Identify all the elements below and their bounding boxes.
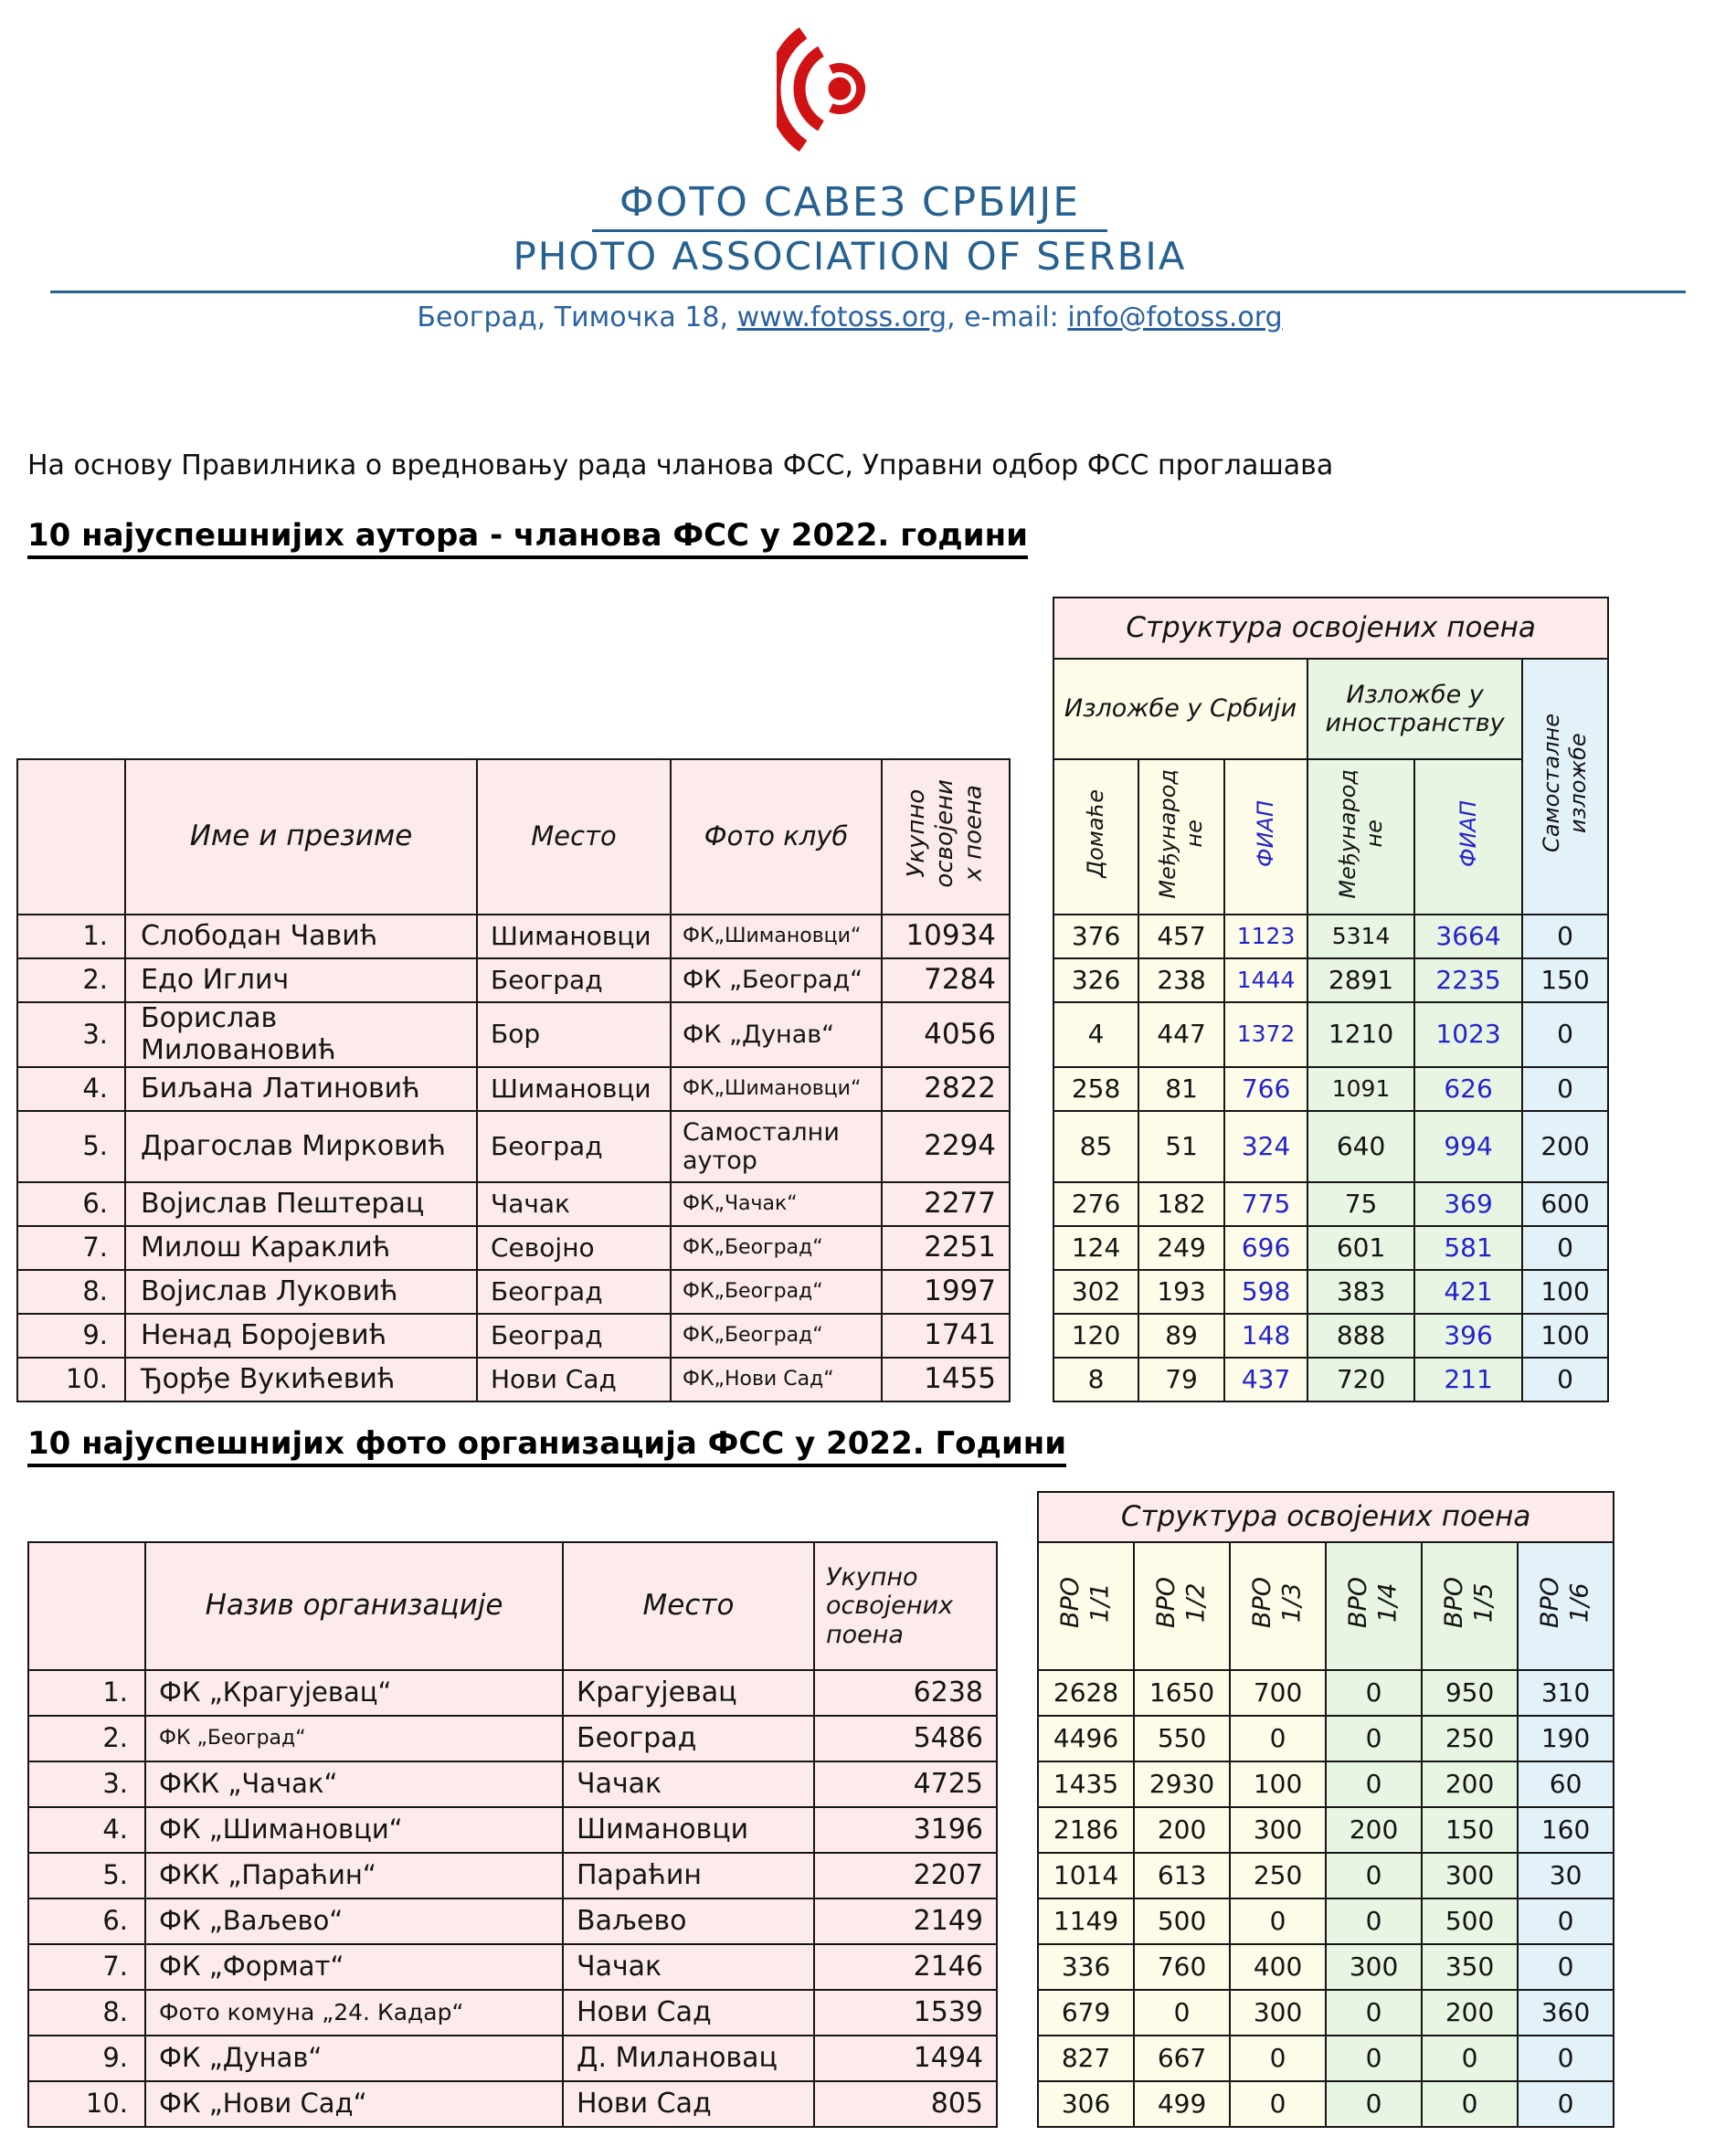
rank-cell: 3. bbox=[17, 1002, 125, 1067]
vro-1-5-cell: 0 bbox=[1422, 2036, 1518, 2081]
vro-1-3-cell: 0 bbox=[1230, 2081, 1326, 2127]
vro-1-6-cell: 0 bbox=[1518, 2036, 1614, 2081]
fiap-abroad-cell: 396 bbox=[1414, 1314, 1522, 1358]
vro-1-2-cell: 1650 bbox=[1134, 1670, 1230, 1716]
spacer-cell bbox=[997, 1716, 1038, 1761]
spacer-cell bbox=[1010, 1314, 1053, 1358]
intro-paragraph: На основу Правилника о вредновању рада чланова ФСС, Управни одбор ФСС проглашава bbox=[27, 449, 1334, 481]
fiap-serbia-cell: 148 bbox=[1224, 1314, 1307, 1358]
spacer-cell bbox=[997, 1670, 1038, 1716]
col-header-organization: Назив организације bbox=[145, 1542, 563, 1670]
vro-1-1-cell: 1149 bbox=[1038, 1898, 1134, 1944]
rank-cell: 10. bbox=[17, 1358, 125, 1401]
rank-cell: 1. bbox=[28, 1670, 145, 1716]
club-cell: ФК „Дунав“ bbox=[671, 1002, 882, 1067]
vro-1-3-cell: 700 bbox=[1230, 1670, 1326, 1716]
domestic-cell: 120 bbox=[1053, 1314, 1138, 1358]
place-cell: Ваљево bbox=[563, 1898, 814, 1944]
vro-1-2-cell: 667 bbox=[1134, 2036, 1230, 2081]
author-row bbox=[17, 1358, 1608, 1401]
total-points-cell: 1741 bbox=[882, 1314, 1010, 1358]
col-header-vro-1-2: ВРО 1/2 bbox=[1134, 1542, 1230, 1670]
solo-exhibitions-cell: 150 bbox=[1522, 958, 1608, 1002]
fiap-abroad-cell: 581 bbox=[1414, 1226, 1522, 1270]
group-header-row bbox=[17, 659, 1608, 759]
spacer-cell bbox=[1010, 1270, 1053, 1314]
club-cell: ФК„Београд“ bbox=[671, 1226, 882, 1270]
vro-1-5-cell: 300 bbox=[1422, 1853, 1518, 1898]
org-title-english: PHOTO ASSOCIATION OF SERBIA bbox=[513, 234, 1187, 279]
vro-1-2-cell: 0 bbox=[1134, 1990, 1230, 2036]
solo-exhibitions-cell: 100 bbox=[1522, 1270, 1608, 1314]
organization-name-cell: ФК „Ваљево“ bbox=[145, 1898, 563, 1944]
total-points-cell: 7284 bbox=[882, 958, 1010, 1002]
total-points-cell: 1455 bbox=[882, 1358, 1010, 1401]
vro-1-4-cell: 0 bbox=[1326, 1990, 1422, 2036]
organization-name-cell: ФК „Шимановци“ bbox=[145, 1807, 563, 1853]
col-header-vro-1-5: ВРО 1/5 bbox=[1422, 1542, 1518, 1670]
fiap-serbia-cell: 598 bbox=[1224, 1270, 1307, 1314]
vro-1-6-cell: 0 bbox=[1518, 2081, 1614, 2127]
total-points-cell: 10934 bbox=[882, 915, 1010, 958]
organization-name-cell: ФК „Дунав“ bbox=[145, 2036, 563, 2081]
total-points-cell: 2146 bbox=[814, 1944, 997, 1990]
place-cell: Шимановци bbox=[477, 915, 671, 958]
organization-name-cell: ФК „Формат“ bbox=[145, 1944, 563, 1990]
place-cell: Севојно bbox=[477, 1226, 671, 1270]
rank-cell: 6. bbox=[17, 1182, 125, 1226]
place-cell: Београд bbox=[477, 958, 671, 1002]
vro-1-1-cell: 2628 bbox=[1038, 1670, 1134, 1716]
vro-1-3-cell: 300 bbox=[1230, 1990, 1326, 2036]
vro-1-6-cell: 160 bbox=[1518, 1807, 1614, 1853]
photo-association-logo-icon bbox=[777, 11, 914, 168]
total-points-cell: 2251 bbox=[882, 1226, 1010, 1270]
fiap-serbia-cell: 1372 bbox=[1224, 1002, 1307, 1067]
col-header-fiap-abroad: ФИАП bbox=[1414, 759, 1522, 915]
spacer-cell bbox=[997, 1761, 1038, 1807]
total-points-cell: 4056 bbox=[882, 1002, 1010, 1067]
organization-row bbox=[28, 1990, 1614, 2036]
fiap-serbia-cell: 775 bbox=[1224, 1182, 1307, 1226]
author-name-cell: Едо Иглич bbox=[125, 958, 477, 1002]
spacer-cell bbox=[1010, 958, 1053, 1002]
spacer-cell bbox=[997, 1898, 1038, 1944]
author-name-cell: Борислав Миловановић bbox=[125, 1002, 477, 1067]
place-cell: Београд bbox=[477, 1111, 671, 1182]
vro-1-1-cell: 2186 bbox=[1038, 1807, 1134, 1853]
total-points-cell: 4725 bbox=[814, 1761, 997, 1807]
col-header-vro-1-1: ВРО 1/1 bbox=[1038, 1542, 1134, 1670]
vro-1-6-cell: 360 bbox=[1518, 1990, 1614, 2036]
organization-name-cell: ФК „Нови Сад“ bbox=[145, 2081, 563, 2127]
spacer-cell bbox=[1010, 1182, 1053, 1226]
organization-row bbox=[28, 1716, 1614, 1761]
domestic-cell: 4 bbox=[1053, 1002, 1138, 1067]
place-cell: Чачак bbox=[477, 1182, 671, 1226]
place-cell: Нови Сад bbox=[563, 2081, 814, 2127]
international-abroad-cell: 888 bbox=[1307, 1314, 1414, 1358]
author-row bbox=[17, 1067, 1608, 1111]
vro-1-1-cell: 1435 bbox=[1038, 1761, 1134, 1807]
col-header-vro-1-4: ВРО 1/4 bbox=[1326, 1542, 1422, 1670]
address-line bbox=[0, 301, 1699, 333]
spacer-cell bbox=[1010, 1002, 1053, 1067]
place-cell: Параћин bbox=[563, 1853, 814, 1898]
vro-1-5-cell: 250 bbox=[1422, 1716, 1518, 1761]
vro-1-3-cell: 400 bbox=[1230, 1944, 1326, 1990]
fiap-serbia-cell: 696 bbox=[1224, 1226, 1307, 1270]
rank-cell: 7. bbox=[28, 1944, 145, 1990]
fiap-abroad-cell: 369 bbox=[1414, 1182, 1522, 1226]
organization-row bbox=[28, 1898, 1614, 1944]
international-serbia-cell: 238 bbox=[1138, 958, 1224, 1002]
spacer-cell bbox=[997, 1542, 1038, 1670]
author-name-cell: Војислав Пештерац bbox=[125, 1182, 477, 1226]
club-cell: Самостални аутор bbox=[671, 1111, 882, 1182]
rank-header-cell bbox=[28, 1542, 145, 1670]
vro-1-1-cell: 306 bbox=[1038, 2081, 1134, 2127]
club-cell: ФК „Београд“ bbox=[671, 958, 882, 1002]
spacer-cell bbox=[28, 1492, 1038, 1542]
place-cell: Београд bbox=[477, 1270, 671, 1314]
vro-1-3-cell: 0 bbox=[1230, 2036, 1326, 2081]
international-serbia-cell: 249 bbox=[1138, 1226, 1224, 1270]
organization-name-cell: ФКК „Чачак“ bbox=[145, 1761, 563, 1807]
vro-1-5-cell: 200 bbox=[1422, 1761, 1518, 1807]
organization-name-cell: Фото комуна „24. Кадар“ bbox=[145, 1990, 563, 2036]
international-serbia-cell: 193 bbox=[1138, 1270, 1224, 1314]
fiap-abroad-cell: 3664 bbox=[1414, 915, 1522, 958]
col-header-international-serbia: Међународ не bbox=[1138, 759, 1224, 915]
vro-1-4-cell: 0 bbox=[1326, 1898, 1422, 1944]
total-points-cell: 805 bbox=[814, 2081, 997, 2127]
organizations-table bbox=[27, 1491, 1614, 2128]
vro-1-4-cell: 200 bbox=[1326, 1807, 1422, 1853]
author-row bbox=[17, 1226, 1608, 1270]
vro-1-2-cell: 500 bbox=[1134, 1898, 1230, 1944]
author-name-cell: Слободан Чавић bbox=[125, 915, 477, 958]
rank-cell: 9. bbox=[28, 2036, 145, 2081]
vro-1-3-cell: 300 bbox=[1230, 1807, 1326, 1853]
total-points-cell: 1997 bbox=[882, 1270, 1010, 1314]
vro-1-5-cell: 500 bbox=[1422, 1898, 1518, 1944]
total-points-cell: 1494 bbox=[814, 2036, 997, 2081]
organization-row bbox=[28, 2036, 1614, 2081]
vro-1-4-cell: 0 bbox=[1326, 1853, 1422, 1898]
club-cell: ФК„Чачак“ bbox=[671, 1182, 882, 1226]
vro-1-5-cell: 200 bbox=[1422, 1990, 1518, 2036]
author-row bbox=[17, 1314, 1608, 1358]
col-header-international-abroad: Међународ не bbox=[1307, 759, 1414, 915]
vro-1-3-cell: 100 bbox=[1230, 1761, 1326, 1807]
organization-name-cell: ФК „Крагујевац“ bbox=[145, 1670, 563, 1716]
place-cell: Београд bbox=[563, 1716, 814, 1761]
address-text: Београд, Тимочка 18, bbox=[417, 301, 737, 333]
rank-cell: 6. bbox=[28, 1898, 145, 1944]
total-points-cell: 3196 bbox=[814, 1807, 997, 1853]
domestic-cell: 376 bbox=[1053, 915, 1138, 958]
solo-exhibitions-cell: 200 bbox=[1522, 1111, 1608, 1182]
international-serbia-cell: 81 bbox=[1138, 1067, 1224, 1111]
rank-cell: 8. bbox=[17, 1270, 125, 1314]
clubs-section-title: 10 најуспешнијих фото организација ФСС у 2022. Години bbox=[27, 1425, 1066, 1462]
col-header-place: Место bbox=[563, 1542, 814, 1670]
spacer-cell bbox=[17, 598, 1053, 659]
total-points-cell: 2294 bbox=[882, 1111, 1010, 1182]
organization-row bbox=[28, 1670, 1614, 1716]
rank-cell: 4. bbox=[17, 1067, 125, 1111]
vro-1-6-cell: 0 bbox=[1518, 1944, 1614, 1990]
rank-cell: 9. bbox=[17, 1314, 125, 1358]
spacer-cell bbox=[1010, 1067, 1053, 1111]
structure-title: Структура освојених поена bbox=[1053, 598, 1608, 659]
domestic-cell: 326 bbox=[1053, 958, 1138, 1002]
spacer-cell bbox=[997, 2036, 1038, 2081]
spacer-cell bbox=[997, 1853, 1038, 1898]
vro-1-1-cell: 4496 bbox=[1038, 1716, 1134, 1761]
place-cell: Д. Милановац bbox=[563, 2036, 814, 2081]
solo-exhibitions-cell: 0 bbox=[1522, 1358, 1608, 1401]
author-name-cell: Војислав Луковић bbox=[125, 1270, 477, 1314]
organization-row bbox=[28, 1807, 1614, 1853]
spacer-cell bbox=[1010, 915, 1053, 958]
col-header-name: Име и презиме bbox=[125, 759, 477, 915]
rank-header-cell bbox=[17, 759, 125, 915]
author-name-cell: Милош Караклић bbox=[125, 1226, 477, 1270]
col-header-club: Фото клуб bbox=[671, 759, 882, 915]
solo-exhibitions-cell: 0 bbox=[1522, 1067, 1608, 1111]
club-cell: ФК„Београд“ bbox=[671, 1270, 882, 1314]
international-serbia-cell: 447 bbox=[1138, 1002, 1224, 1067]
domestic-cell: 124 bbox=[1053, 1226, 1138, 1270]
author-name-cell: Драгослав Мирковић bbox=[125, 1111, 477, 1182]
header-divider bbox=[50, 291, 1686, 293]
structure-title-row bbox=[28, 1492, 1614, 1542]
fiap-abroad-cell: 421 bbox=[1414, 1270, 1522, 1314]
vro-1-6-cell: 190 bbox=[1518, 1716, 1614, 1761]
rank-cell: 2. bbox=[17, 958, 125, 1002]
author-name-cell: Ђорђе Вукићевић bbox=[125, 1358, 477, 1401]
vro-1-4-cell: 0 bbox=[1326, 2081, 1422, 2127]
email-link[interactable]: info@fotoss.org bbox=[1067, 301, 1283, 333]
vro-1-2-cell: 613 bbox=[1134, 1853, 1230, 1898]
solo-exhibitions-cell: 100 bbox=[1522, 1314, 1608, 1358]
spacer-cell bbox=[1010, 1111, 1053, 1182]
author-row bbox=[17, 1002, 1608, 1067]
vro-1-1-cell: 336 bbox=[1038, 1944, 1134, 1990]
organization-name-cell: ФК „Београд“ bbox=[145, 1716, 563, 1761]
international-abroad-cell: 720 bbox=[1307, 1358, 1414, 1401]
column-header-row bbox=[28, 1542, 1614, 1670]
author-name-cell: Биљана Латиновић bbox=[125, 1067, 477, 1111]
email-label: , e-mail: bbox=[947, 301, 1068, 333]
vro-1-1-cell: 827 bbox=[1038, 2036, 1134, 2081]
rank-cell: 2. bbox=[28, 1716, 145, 1761]
org-title-cyrillic: ФОТО САВЕЗ СРБИЈЕ bbox=[0, 179, 1699, 232]
col-header-vro-1-6: ВРО 1/6 bbox=[1518, 1542, 1614, 1670]
author-row bbox=[17, 1270, 1608, 1314]
vro-1-2-cell: 760 bbox=[1134, 1944, 1230, 1990]
group-header-serbia: Изложбе у Србији bbox=[1053, 659, 1307, 759]
spacer-cell bbox=[997, 1944, 1038, 1990]
international-abroad-cell: 1210 bbox=[1307, 1002, 1414, 1067]
fiap-abroad-cell: 626 bbox=[1414, 1067, 1522, 1111]
col-header-total-points: Укупно освојених поена bbox=[814, 1542, 997, 1670]
column-header-row bbox=[17, 759, 1608, 915]
rank-cell: 10. bbox=[28, 2081, 145, 2127]
author-row bbox=[17, 1111, 1608, 1182]
vro-1-5-cell: 0 bbox=[1422, 2081, 1518, 2127]
international-abroad-cell: 640 bbox=[1307, 1111, 1414, 1182]
rank-cell: 4. bbox=[28, 1807, 145, 1853]
vro-1-1-cell: 1014 bbox=[1038, 1853, 1134, 1898]
total-points-cell: 2277 bbox=[882, 1182, 1010, 1226]
domestic-cell: 85 bbox=[1053, 1111, 1138, 1182]
author-row bbox=[17, 958, 1608, 1002]
international-serbia-cell: 51 bbox=[1138, 1111, 1224, 1182]
authors-table bbox=[16, 597, 1609, 1402]
structure-title: Структура освојених поена bbox=[1038, 1492, 1614, 1542]
vro-1-1-cell: 679 bbox=[1038, 1990, 1134, 2036]
fiap-serbia-cell: 1123 bbox=[1224, 915, 1307, 958]
solo-exhibitions-cell: 600 bbox=[1522, 1182, 1608, 1226]
international-serbia-cell: 457 bbox=[1138, 915, 1224, 958]
author-row bbox=[17, 915, 1608, 958]
fiap-abroad-cell: 2235 bbox=[1414, 958, 1522, 1002]
solo-exhibitions-cell: 0 bbox=[1522, 1002, 1608, 1067]
domestic-cell: 8 bbox=[1053, 1358, 1138, 1401]
total-points-cell: 2207 bbox=[814, 1853, 997, 1898]
vro-1-4-cell: 0 bbox=[1326, 1716, 1422, 1761]
vro-1-4-cell: 300 bbox=[1326, 1944, 1422, 1990]
vro-1-6-cell: 310 bbox=[1518, 1670, 1614, 1716]
rank-cell: 8. bbox=[28, 1990, 145, 2036]
vro-1-2-cell: 2930 bbox=[1134, 1761, 1230, 1807]
vro-1-2-cell: 550 bbox=[1134, 1716, 1230, 1761]
vro-1-4-cell: 0 bbox=[1326, 2036, 1422, 2081]
spacer-cell bbox=[1010, 1226, 1053, 1270]
rank-cell: 7. bbox=[17, 1226, 125, 1270]
spacer-cell bbox=[997, 2081, 1038, 2127]
rank-cell: 5. bbox=[28, 1853, 145, 1898]
organization-row bbox=[28, 1761, 1614, 1807]
fiap-abroad-cell: 994 bbox=[1414, 1111, 1522, 1182]
international-abroad-cell: 601 bbox=[1307, 1226, 1414, 1270]
authors-section-title: 10 најуспешнијих аутора - чланова ФСС у 2022. години bbox=[27, 517, 1028, 554]
place-cell: Нови Сад bbox=[563, 1990, 814, 2036]
club-cell: ФК„Шимановци“ bbox=[671, 915, 882, 958]
vro-1-3-cell: 0 bbox=[1230, 1716, 1326, 1761]
spacer-cell bbox=[997, 1990, 1038, 2036]
solo-exhibitions-cell: 0 bbox=[1522, 915, 1608, 958]
vro-1-3-cell: 0 bbox=[1230, 1898, 1326, 1944]
international-abroad-cell: 2891 bbox=[1307, 958, 1414, 1002]
fiap-serbia-cell: 324 bbox=[1224, 1111, 1307, 1182]
col-header-fiap-serbia: ФИАП bbox=[1224, 759, 1307, 915]
total-points-cell: 6238 bbox=[814, 1670, 997, 1716]
place-cell: Чачак bbox=[563, 1944, 814, 1990]
club-cell: ФК„Шимановци“ bbox=[671, 1067, 882, 1111]
international-abroad-cell: 75 bbox=[1307, 1182, 1414, 1226]
group-header-abroad: Изложбе у иностранству bbox=[1307, 659, 1522, 759]
rank-cell: 3. bbox=[28, 1761, 145, 1807]
vro-1-6-cell: 30 bbox=[1518, 1853, 1614, 1898]
vro-1-6-cell: 60 bbox=[1518, 1761, 1614, 1807]
total-points-cell: 5486 bbox=[814, 1716, 997, 1761]
club-cell: ФК„Београд“ bbox=[671, 1314, 882, 1358]
place-cell: Шимановци bbox=[477, 1067, 671, 1111]
fiap-abroad-cell: 211 bbox=[1414, 1358, 1522, 1401]
fiap-abroad-cell: 1023 bbox=[1414, 1002, 1522, 1067]
spacer-cell bbox=[1010, 759, 1053, 915]
spacer-cell bbox=[17, 659, 1053, 759]
col-header-total-points: Укупно освојени х поена bbox=[882, 759, 1010, 915]
vro-1-5-cell: 950 bbox=[1422, 1670, 1518, 1716]
fiap-serbia-cell: 766 bbox=[1224, 1067, 1307, 1111]
place-cell: Бор bbox=[477, 1002, 671, 1067]
total-points-cell: 2822 bbox=[882, 1067, 1010, 1111]
total-points-cell: 1539 bbox=[814, 1990, 997, 2036]
domestic-cell: 276 bbox=[1053, 1182, 1138, 1226]
international-serbia-cell: 89 bbox=[1138, 1314, 1224, 1358]
spacer-cell bbox=[997, 1807, 1038, 1853]
col-header-domestic: Домаће bbox=[1053, 759, 1138, 915]
structure-title-row bbox=[17, 598, 1608, 659]
international-serbia-cell: 79 bbox=[1138, 1358, 1224, 1401]
fiap-serbia-cell: 437 bbox=[1224, 1358, 1307, 1401]
fiap-serbia-cell: 1444 bbox=[1224, 958, 1307, 1002]
vro-1-5-cell: 150 bbox=[1422, 1807, 1518, 1853]
vro-1-6-cell: 0 bbox=[1518, 1898, 1614, 1944]
col-header-solo-exhibitions: Самосталне изложбе bbox=[1522, 659, 1608, 915]
international-abroad-cell: 5314 bbox=[1307, 915, 1414, 958]
vro-1-4-cell: 0 bbox=[1326, 1670, 1422, 1716]
organization-row bbox=[28, 2081, 1614, 2127]
organization-row bbox=[28, 1853, 1614, 1898]
author-row bbox=[17, 1182, 1608, 1226]
organization-name-cell: ФКК „Параћин“ bbox=[145, 1853, 563, 1898]
spacer-cell bbox=[1010, 1358, 1053, 1401]
col-header-place: Место bbox=[477, 759, 671, 915]
solo-exhibitions-cell: 0 bbox=[1522, 1226, 1608, 1270]
vro-1-2-cell: 200 bbox=[1134, 1807, 1230, 1853]
vro-1-2-cell: 499 bbox=[1134, 2081, 1230, 2127]
club-cell: ФК„Нови Сад“ bbox=[671, 1358, 882, 1401]
col-header-vro-1-3: ВРО 1/3 bbox=[1230, 1542, 1326, 1670]
rank-cell: 5. bbox=[17, 1111, 125, 1182]
website-link[interactable]: www.fotoss.org bbox=[736, 301, 947, 333]
domestic-cell: 302 bbox=[1053, 1270, 1138, 1314]
international-serbia-cell: 182 bbox=[1138, 1182, 1224, 1226]
international-abroad-cell: 383 bbox=[1307, 1270, 1414, 1314]
place-cell: Крагујевац bbox=[563, 1670, 814, 1716]
rank-cell: 1. bbox=[17, 915, 125, 958]
place-cell: Београд bbox=[477, 1314, 671, 1358]
international-abroad-cell: 1091 bbox=[1307, 1067, 1414, 1111]
vro-1-3-cell: 250 bbox=[1230, 1853, 1326, 1898]
vro-1-4-cell: 0 bbox=[1326, 1761, 1422, 1807]
total-points-cell: 2149 bbox=[814, 1898, 997, 1944]
author-name-cell: Ненад Боројевић bbox=[125, 1314, 477, 1358]
place-cell: Чачак bbox=[563, 1761, 814, 1807]
place-cell: Шимановци bbox=[563, 1807, 814, 1853]
domestic-cell: 258 bbox=[1053, 1067, 1138, 1111]
organization-row bbox=[28, 1944, 1614, 1990]
vro-1-5-cell: 350 bbox=[1422, 1944, 1518, 1990]
place-cell: Нови Сад bbox=[477, 1358, 671, 1401]
